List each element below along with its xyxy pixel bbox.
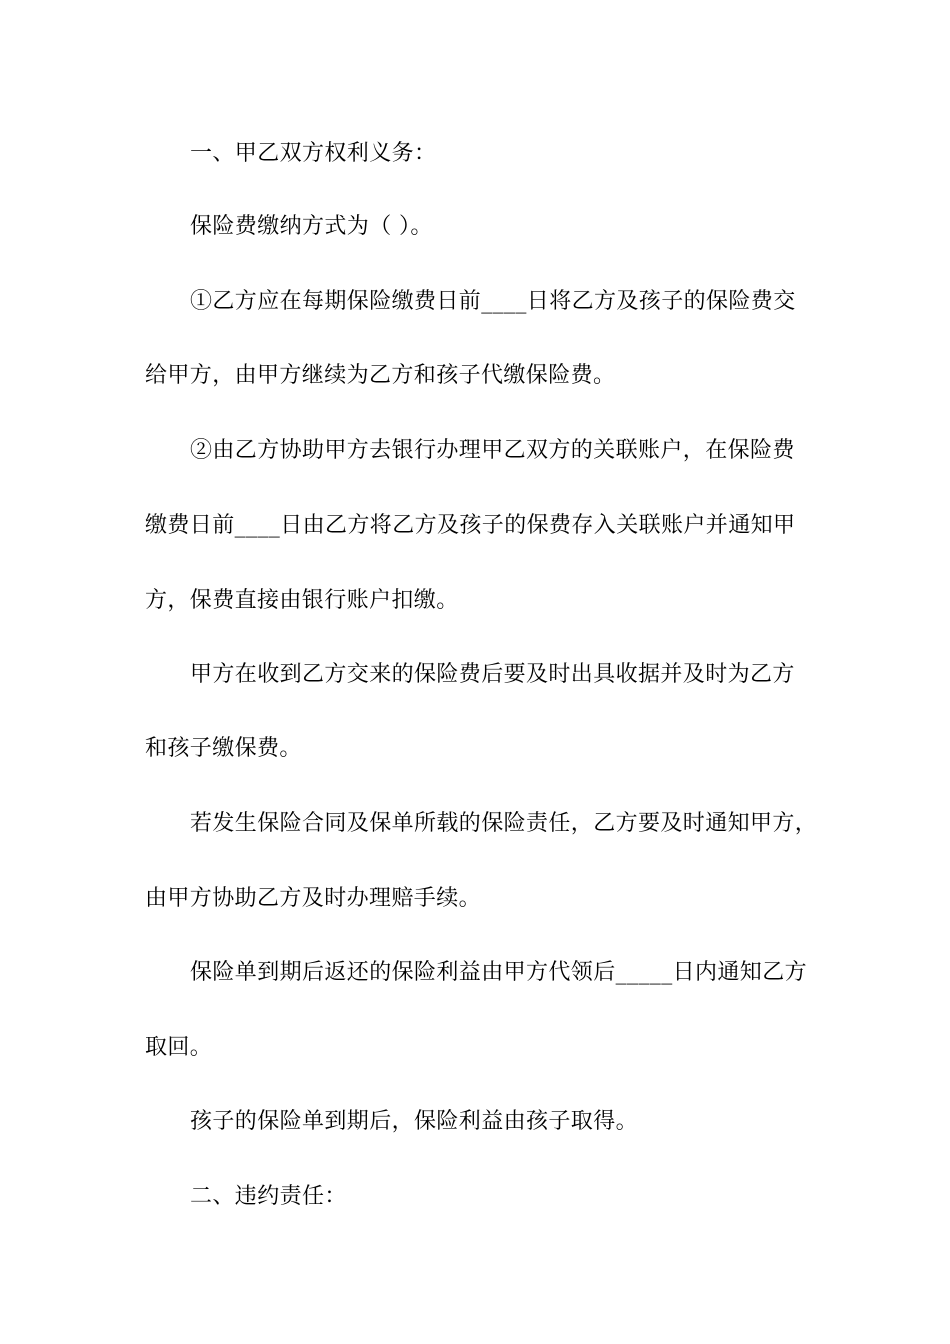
paragraph-payment-method: 保险费缴纳方式为（ ）。	[190, 214, 433, 239]
paragraph-receipt-line-2: 和孩子缴保费。	[145, 736, 302, 761]
paragraph-option-1-line-2: 给甲方，由甲方继续为乙方和孩子代缴保险费。	[145, 363, 616, 388]
section-heading-rights-obligations: 一、甲乙双方权利义务：	[190, 141, 437, 166]
paragraph-child-benefit: 孩子的保险单到期后，保险利益由孩子取得。	[190, 1109, 639, 1134]
paragraph-liability-line-2: 由甲方协助乙方及时办理赔手续。	[145, 886, 482, 911]
paragraph-liability-line-1: 若发生保险合同及保单所载的保险责任，乙方要及时通知甲方，	[190, 811, 818, 836]
paragraph-maturity-line-1: 保险单到期后返还的保险利益由甲方代领后_____日内通知乙方	[190, 960, 808, 985]
paragraph-maturity-line-2: 取回。	[145, 1035, 213, 1060]
paragraph-option-2-line-2: 缴费日前____日由乙方将乙方及孩子的保费存入关联账户并通知甲	[145, 513, 796, 538]
paragraph-option-1-line-1: ①乙方应在每期保险缴费日前____日将乙方及孩子的保险费交	[190, 289, 796, 314]
paragraph-receipt-line-1: 甲方在收到乙方交来的保险费后要及时出具收据并及时为乙方	[190, 662, 795, 687]
section-heading-breach-liability: 二、违约责任：	[190, 1184, 347, 1209]
paragraph-option-2-line-3: 方，保费直接由银行账户扣缴。	[145, 588, 459, 613]
paragraph-option-2-line-1: ②由乙方协助甲方去银行办理甲乙双方的关联账户，在保险费	[190, 438, 795, 463]
